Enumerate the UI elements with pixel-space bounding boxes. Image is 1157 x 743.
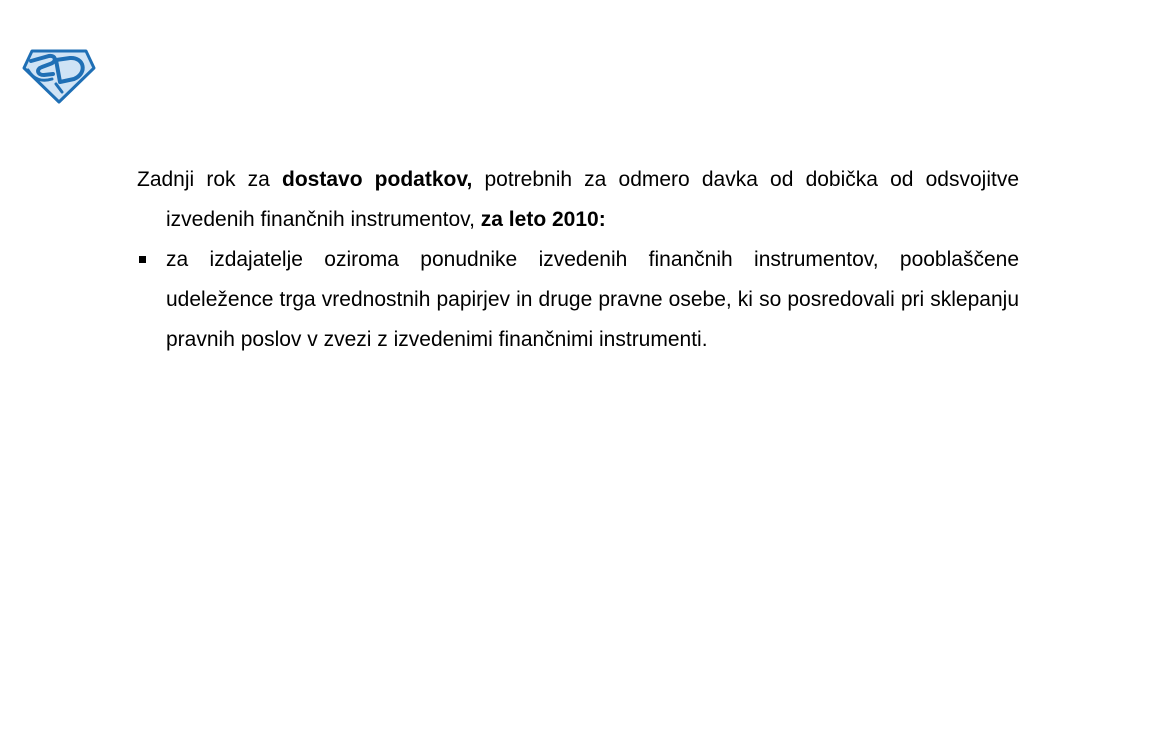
square-bullet-icon (139, 256, 146, 263)
intro-bold-1: dostavo podatkov, (282, 168, 473, 191)
bullet-item (137, 240, 1019, 360)
intro-text-1: Zadnji rok za (137, 168, 283, 191)
intro-bold-2: za leto 2010: (480, 208, 606, 231)
bullet-text: za izdajatelje oziroma ponudnike izvedenih finančnih instrumentov, pooblaščene udeležence trga vrednostnih papirjev in druge pravne osebe, ki so posredovali pri sklepanju pravnih poslov v zvezi z izvedenimi finančnimi instrumenti. (166, 248, 1019, 351)
company-logo (22, 48, 96, 104)
intro-paragraph (137, 160, 1019, 240)
document-body (137, 160, 1019, 360)
shield-logo-icon (22, 48, 96, 104)
intro-text-2: potrebnih za odmero davka od dobička od odsvojitve izvedenih finančnih instrumentov, (166, 168, 1019, 231)
